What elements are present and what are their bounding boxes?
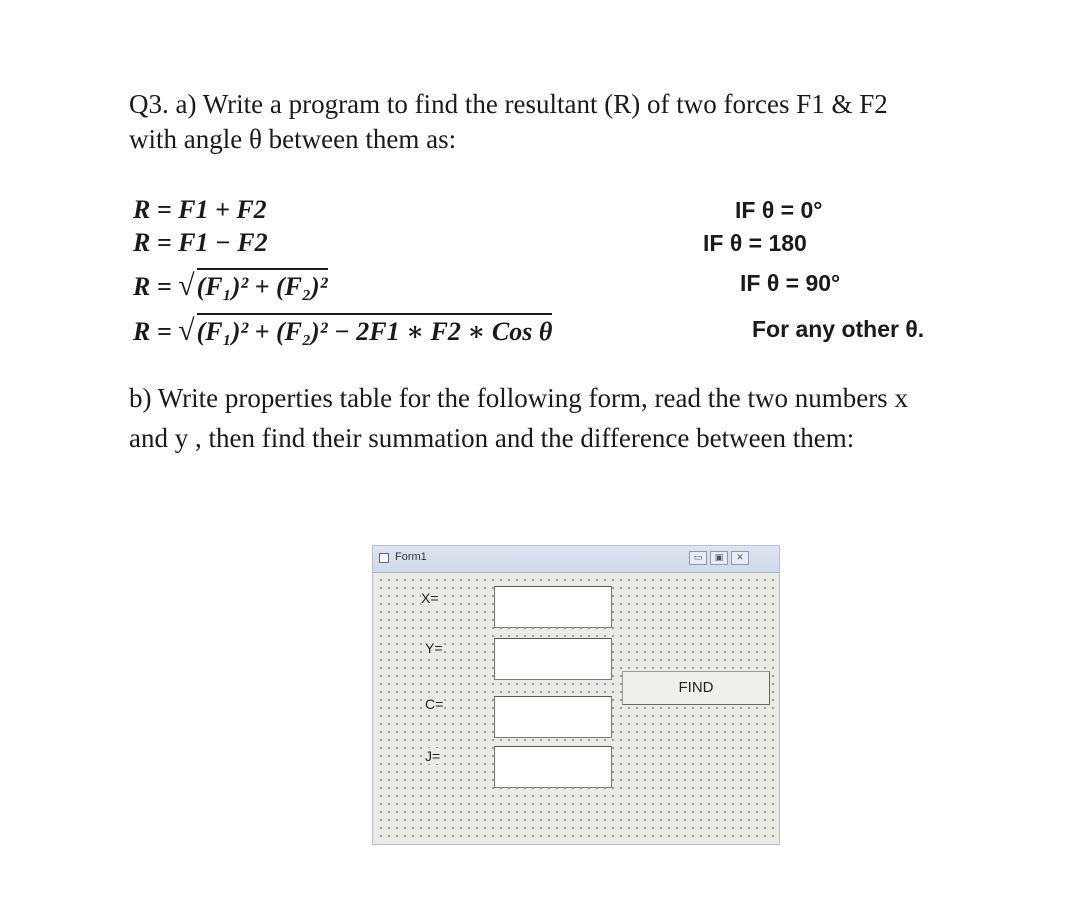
equation-difference: R = F1 − F2	[133, 228, 268, 257]
condition-180: IF θ = 180	[703, 230, 807, 256]
equation-general-radicand: (F₁)² + (F₂)² − 2F1 ∗ F2 ∗ Cos θ	[197, 313, 553, 348]
textbox-y[interactable]	[494, 638, 612, 680]
label-c: C=	[425, 696, 444, 712]
equation-right-angle	[133, 268, 328, 303]
equation-general-prefix: R =	[133, 317, 179, 346]
textbox-j[interactable]	[494, 746, 612, 788]
label-j: J=	[425, 748, 441, 764]
label-y: Y=	[425, 640, 443, 656]
form-title: Form1	[395, 551, 427, 563]
equation-sum: R = F1 + F2	[133, 195, 267, 224]
minimize-button[interactable]: ▭	[689, 551, 707, 565]
label-x: X=	[421, 590, 439, 606]
question-a-line-1: Q3. a) Write a program to find the resultant (R) of two forces F1 & F2	[129, 89, 888, 119]
form-window	[372, 545, 780, 845]
find-button[interactable]: FIND	[622, 671, 770, 705]
question-b-line-1: b) Write properties table for the following form, read the two numbers x	[129, 383, 908, 413]
radical-sign-icon: √	[178, 269, 195, 302]
equation-right-angle-radicand: (F₁)² + (F₂)²	[197, 268, 328, 303]
equation-right-angle-prefix: R =	[133, 272, 179, 301]
question-b-line-2: and y , then find their summation and the difference between them:	[129, 423, 855, 453]
radical-sign-icon: √	[178, 314, 195, 347]
condition-zero: IF θ = 0°	[735, 197, 823, 223]
textbox-x[interactable]	[494, 586, 612, 628]
equation-general	[133, 313, 552, 348]
close-button[interactable]: ✕	[731, 551, 749, 565]
form-body	[377, 576, 775, 840]
maximize-button[interactable]: ▣	[710, 551, 728, 565]
textbox-c[interactable]	[494, 696, 612, 738]
form-icon	[379, 553, 389, 563]
condition-90: IF θ = 90°	[740, 270, 841, 296]
question-a-line-2: with angle θ between them as:	[129, 124, 457, 154]
form-titlebar[interactable]	[373, 546, 779, 573]
condition-other: For any other θ.	[752, 316, 925, 342]
